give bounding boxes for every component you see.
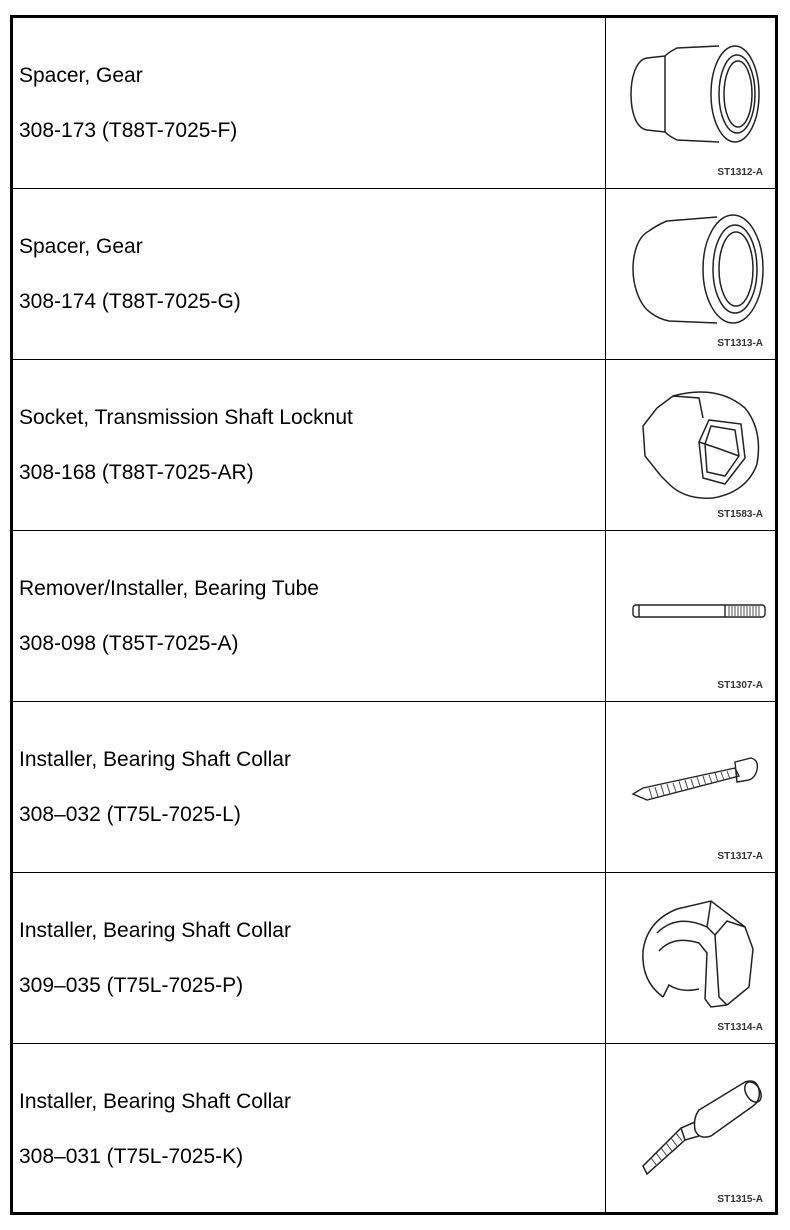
tool-description-cell bbox=[13, 189, 606, 359]
tool-illustration-cell bbox=[607, 18, 775, 188]
tool-number: 308-174 (T88T-7025-G) bbox=[19, 290, 241, 313]
tool-illustration-cell bbox=[607, 531, 775, 701]
tool-name: Installer, Bearing Shaft Collar bbox=[19, 1090, 291, 1113]
tool-row bbox=[13, 18, 775, 189]
tool-row bbox=[13, 702, 775, 873]
collar-installer-icon bbox=[607, 873, 775, 1043]
image-code: ST1317-A bbox=[717, 851, 763, 862]
tool-number: 308–031 (T75L-7025-K) bbox=[19, 1145, 244, 1168]
image-code: ST1315-A bbox=[717, 1194, 763, 1205]
tool-description-cell bbox=[13, 873, 606, 1043]
bearing-tube-rod-icon bbox=[607, 531, 775, 701]
locknut-socket-icon bbox=[607, 360, 775, 530]
tool-illustration-cell bbox=[607, 189, 775, 359]
tool-name: Remover/Installer, Bearing Tube bbox=[19, 577, 319, 600]
gear-spacer-small-icon bbox=[607, 18, 775, 188]
tool-illustration-cell bbox=[607, 702, 775, 872]
tool-number: 308-173 (T88T-7025-F) bbox=[19, 119, 238, 142]
tool-description-cell bbox=[13, 702, 606, 872]
tool-row bbox=[13, 873, 775, 1044]
tool-description-cell bbox=[13, 18, 606, 188]
tool-description-cell bbox=[13, 531, 606, 701]
tool-illustration-cell bbox=[607, 873, 775, 1043]
tool-number: 308-168 (T88T-7025-AR) bbox=[19, 461, 254, 484]
special-tools-table bbox=[10, 15, 778, 1215]
threaded-shaft-icon bbox=[607, 702, 775, 872]
tool-name: Installer, Bearing Shaft Collar bbox=[19, 919, 291, 942]
tool-number: 309–035 (T75L-7025-P) bbox=[19, 974, 244, 997]
image-code: ST1583-A bbox=[717, 509, 763, 520]
tool-illustration-cell bbox=[607, 360, 775, 530]
tool-name: Spacer, Gear bbox=[19, 64, 143, 87]
tool-number: 308–032 (T75L-7025-L) bbox=[19, 803, 241, 826]
tool-description-cell bbox=[13, 1044, 606, 1215]
image-code: ST1313-A bbox=[717, 338, 763, 349]
tool-row bbox=[13, 360, 775, 531]
tool-number: 308-098 (T85T-7025-A) bbox=[19, 632, 239, 655]
tool-name: Installer, Bearing Shaft Collar bbox=[19, 748, 291, 771]
image-code: ST1312-A bbox=[717, 167, 763, 178]
gear-spacer-large-icon bbox=[607, 189, 775, 359]
tool-illustration-cell bbox=[607, 1044, 775, 1215]
image-code: ST1307-A bbox=[717, 680, 763, 691]
tool-row bbox=[13, 189, 775, 360]
tool-description-cell bbox=[13, 360, 606, 530]
tool-row bbox=[13, 531, 775, 702]
image-code: ST1314-A bbox=[717, 1022, 763, 1033]
tool-name: Socket, Transmission Shaft Locknut bbox=[19, 406, 353, 429]
threaded-installer-icon bbox=[607, 1044, 775, 1214]
tool-name: Spacer, Gear bbox=[19, 235, 143, 258]
tool-row bbox=[13, 1044, 775, 1215]
